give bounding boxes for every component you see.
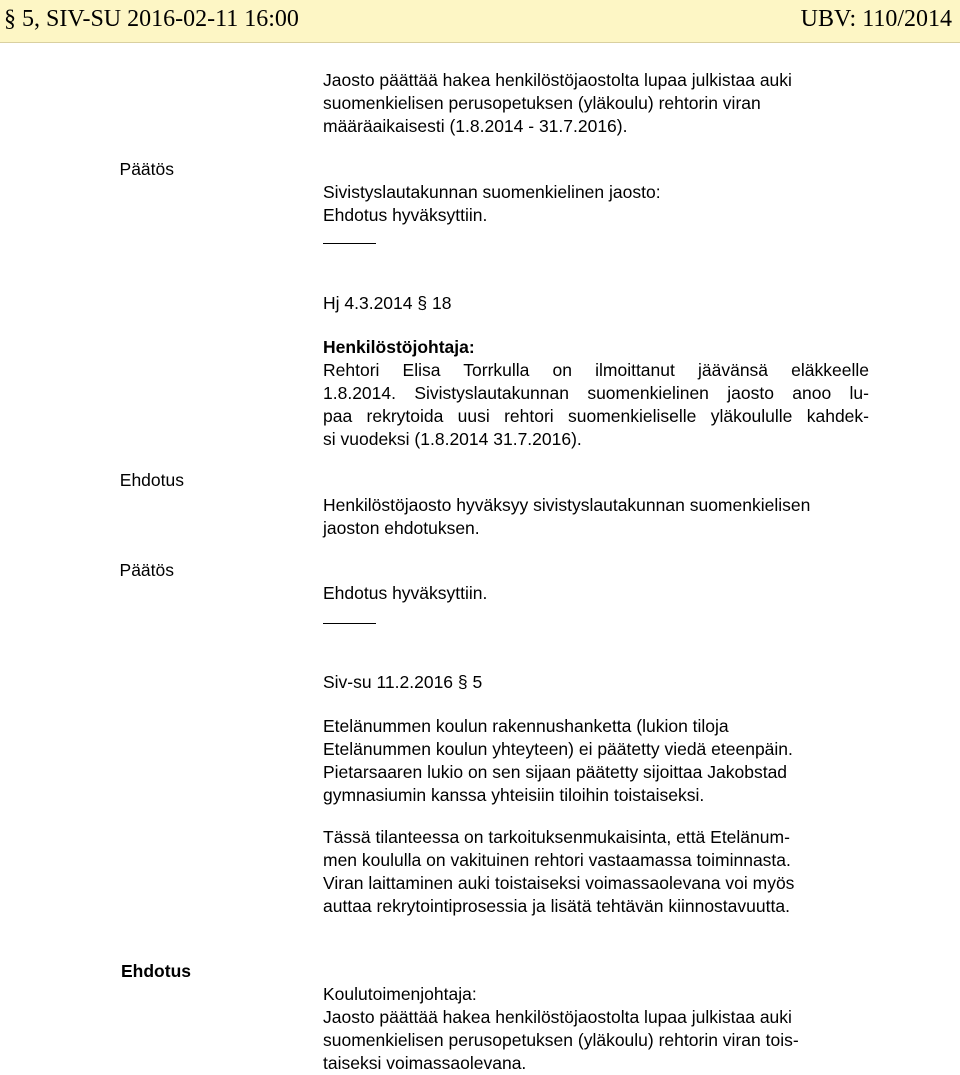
label-paatos: Päätös <box>119 159 174 179</box>
text-line: jaoston ehdotuksen. <box>323 518 480 538</box>
section-reference: § 5, SIV-SU 2016-02-11 16:00 <box>4 6 299 32</box>
text-line: gymnasiumin kanssa yhteisiin tiloihin toistaiseksi. <box>323 785 705 805</box>
text-line: Jaosto päättää hakea henkilöstöjaostolta lupaa julkistaa auki <box>323 1007 792 1027</box>
committee-decision <box>323 181 661 227</box>
text-line: men koululla on vakituinen rehtori vastaamassa toiminnasta. <box>323 850 791 870</box>
label-ehdotus-bold: Ehdotus <box>121 961 191 981</box>
background-text <box>323 715 793 807</box>
hr-director-heading: Henkilöstöjohtaja: <box>323 337 475 357</box>
text-line: suomenkielisen perusopetuksen (yläkoulu) rehtorin viran tois- <box>323 1030 799 1050</box>
hr-director-statement <box>323 336 869 451</box>
separator-line <box>323 623 376 624</box>
text-line: Ehdotus hyväksyttiin. <box>323 205 488 225</box>
text-line: Etelänummen koulun rakennushanketta (lukion tiloja <box>323 716 729 736</box>
text-line: Pietarsaaren lukio on sen sijaan päätetty sijoittaa Jakobstad <box>323 762 788 782</box>
hr-committee-proposal <box>323 494 810 540</box>
text-line: taiseksi voimassaolevana. <box>323 1053 527 1073</box>
page-header <box>0 0 960 43</box>
label-paatos: Päätös <box>119 560 174 580</box>
decision-text: Ehdotus hyväksyttiin. <box>323 583 488 603</box>
text-line: 1.8.2014. Sivistyslautakunnan suomenkielinen jaosto anoo lu- <box>323 383 869 403</box>
text-line: suomenkielisen perusopetuksen (yläkoulu) rehtorin viran <box>323 93 761 113</box>
text-line: paa rekrytoida uusi rehtori suomenkieliselle yläkoululle kahdek- <box>323 406 869 426</box>
text-line: määräaikaisesti (1.8.2014 - 31.7.2016). <box>323 116 628 136</box>
text-line: Jaosto päättää hakea henkilöstöjaostolta lupaa julkistaa auki <box>323 70 792 90</box>
justification-text <box>323 826 794 918</box>
text-line: Henkilöstöjaosto hyväksyy sivistyslautakunnan suomenkielisen <box>323 495 811 515</box>
label-ehdotus: Ehdotus <box>119 470 184 490</box>
text-line: Viran laittaminen auki toistaiseksi voimassaolevana voi myös <box>323 873 795 893</box>
text-line: Tässä tilanteessa on tarkoituksenmukaisinta, että Etelänum- <box>323 827 790 847</box>
text-line: si vuodeksi (1.8.2014 31.7.2016). <box>323 429 582 449</box>
meeting-reference: Siv-su 11.2.2016 § 5 <box>323 672 483 692</box>
text-line: Sivistyslautakunnan suomenkielinen jaosto: <box>323 182 661 202</box>
text-line: Etelänummen koulun yhteyteen) ei päätetty viedä eteenpäin. <box>323 739 793 759</box>
meeting-reference: Hj 4.3.2014 § 18 <box>323 293 452 313</box>
text-line: Koulutoimenjohtaja: <box>323 984 477 1004</box>
decision-proposal-text <box>323 69 792 138</box>
case-number: UBV: 110/2014 <box>800 6 952 32</box>
text-line: Rehtori Elisa Torrkulla on ilmoittanut jäävänsä eläkkeelle <box>323 360 869 380</box>
text-line: auttaa rekrytointiprosessia ja lisätä tehtävän kiinnostavuutta. <box>323 896 790 916</box>
separator-line <box>323 243 376 244</box>
education-director-proposal <box>323 983 799 1075</box>
